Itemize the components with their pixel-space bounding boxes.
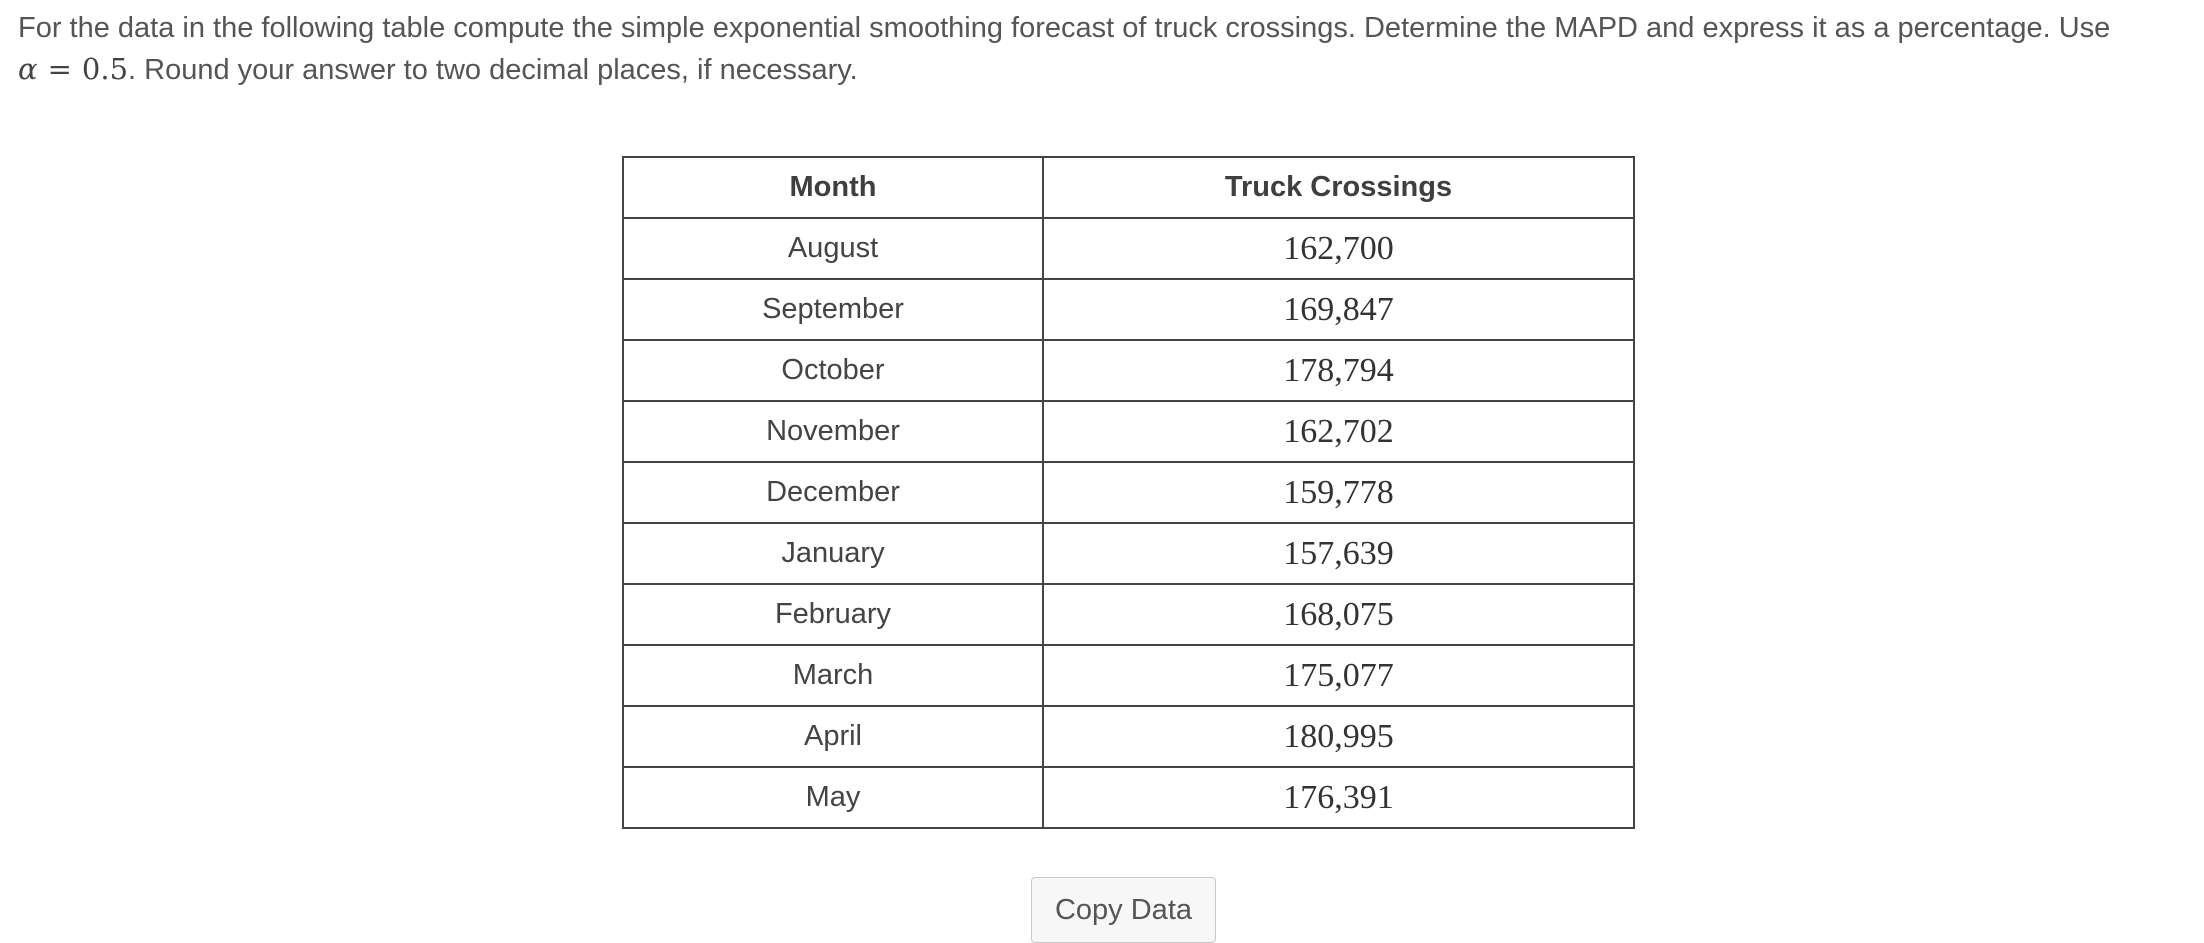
- truck-crossings-cell: 176,391: [1043, 767, 1634, 828]
- month-cell: October: [623, 340, 1043, 401]
- truck-crossings-cell: 162,700: [1043, 218, 1634, 279]
- truck-crossings-cell: 180,995: [1043, 706, 1634, 767]
- month-cell: March: [623, 645, 1043, 706]
- table-row: [623, 645, 1634, 706]
- question-line-1: For the data in the following table compute the simple exponential smoothing forecast of truck crossings. Determine the MAPD and express it as a percentage. Use: [18, 12, 2111, 44]
- truck-crossings-cell: 169,847: [1043, 279, 1634, 340]
- table-row: [623, 584, 1634, 645]
- truck-crossings-table: [622, 156, 1635, 829]
- month-cell: May: [623, 767, 1043, 828]
- month-cell: September: [623, 279, 1043, 340]
- table-row: [623, 401, 1634, 462]
- table-row: [623, 706, 1634, 767]
- truck-crossings-cell: 159,778: [1043, 462, 1634, 523]
- copy-data-button[interactable]: Copy Data: [1031, 877, 1216, 943]
- table-row: [623, 523, 1634, 584]
- alpha-value: 0.5: [81, 52, 129, 86]
- month-cell: January: [623, 523, 1043, 584]
- question-line-2: . Round your answer to two decimal places, if necessary.: [128, 54, 858, 86]
- truck-crossings-cell: 168,075: [1043, 584, 1634, 645]
- month-cell: November: [623, 401, 1043, 462]
- table-row: [623, 767, 1634, 828]
- month-cell: February: [623, 584, 1043, 645]
- truck-crossings-cell: 162,702: [1043, 401, 1634, 462]
- month-cell: December: [623, 462, 1043, 523]
- alpha-expression: [18, 52, 128, 86]
- equals-sign: =: [47, 52, 72, 86]
- month-cell: April: [623, 706, 1043, 767]
- table-row: [623, 218, 1634, 279]
- table-header-row: [623, 157, 1634, 218]
- table-row: [623, 279, 1634, 340]
- truck-crossings-cell: 157,639: [1043, 523, 1634, 584]
- alpha-symbol: α: [18, 52, 38, 86]
- month-cell: August: [623, 218, 1043, 279]
- truck-crossings-cell: 175,077: [1043, 645, 1634, 706]
- table-row: [623, 462, 1634, 523]
- table-row: [623, 340, 1634, 401]
- truck-crossings-cell: 178,794: [1043, 340, 1634, 401]
- truck-crossings-column-header: Truck Crossings: [1043, 157, 1634, 218]
- month-column-header: Month: [623, 157, 1043, 218]
- question-text: [18, 8, 2188, 91]
